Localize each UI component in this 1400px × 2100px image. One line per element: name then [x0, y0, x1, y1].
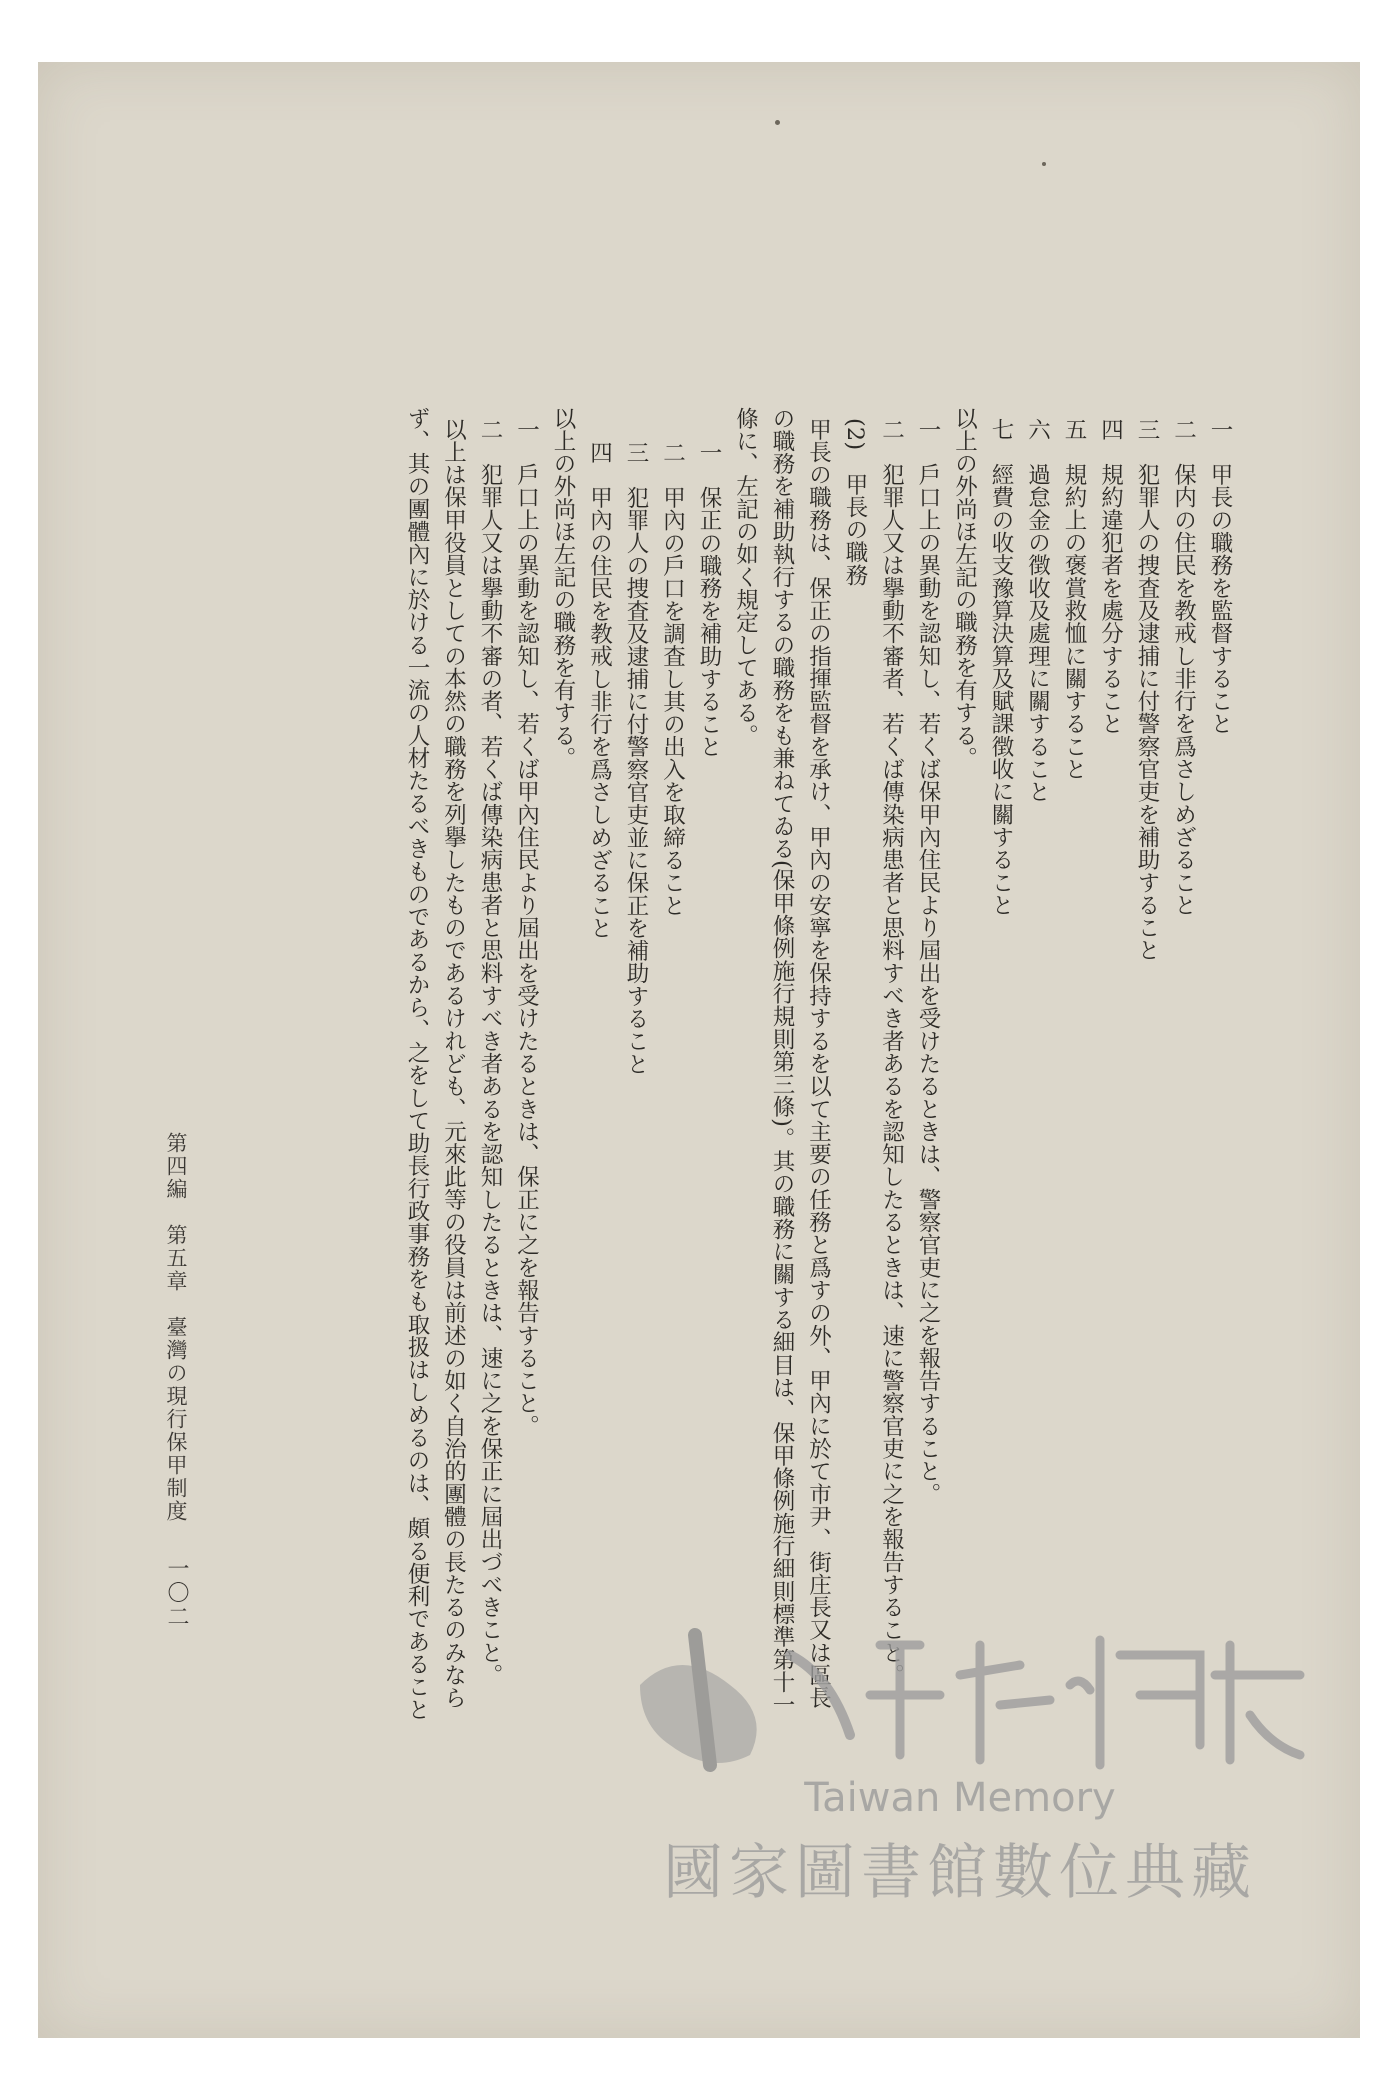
- text-line: 三 犯罪人の捜査及逮捕に付警察官吏を補助すること: [1134, 418, 1160, 962]
- text-line: 以上は保甲役員としての本然の職務を列擧したものであるけれども、元來此等の役員は前述の如く自治的團體の長たるのみなら: [440, 418, 467, 1710]
- watermark-english: Taiwan Memory: [804, 1775, 1116, 1821]
- running-head: 第四編 第五章 臺灣の現行保甲制度: [164, 1132, 188, 1523]
- paper-speck: [1042, 162, 1046, 166]
- text-line: 五 規約上の褒賞救恤に關すること: [1061, 418, 1087, 781]
- text-line: 二 犯罪人又は擧動不審者、若くば傳染病患者と思料すべき者あるを認知したるときは、速に警察官吏に之を報告すること。: [878, 418, 905, 1687]
- paper-speck: [775, 120, 780, 125]
- text-line: 甲長の職務は、保正の指揮監督を承け、甲內の安寧を保持するを以て主要の任務と爲すの外、甲內に於て市尹、街庄長又は區長: [805, 418, 832, 1710]
- text-line: 一 保正の職務を補助すること: [696, 440, 722, 758]
- text-line: 一 戶口上の異動を認知し、若くば保甲內住民より屆出を受けたるときは、警察官吏に之を報告すること。: [915, 418, 941, 1506]
- text-line: 條に、左記の如く規定してある。: [732, 407, 759, 747]
- text-line: 二 犯罪人又は擧動不審の者、若くば傳染病患者と思料すべき者あるを認知したるときは、速に之を保正に屆出づべきこと。: [477, 418, 503, 1687]
- text-line: 四 規約違犯者を處分すること: [1097, 418, 1124, 736]
- section-heading: (2) 甲長の職務: [842, 418, 868, 587]
- taiwan-memory-logo: [600, 1615, 1320, 1775]
- text-line: 六 過怠金の徴收及處理に關すること: [1024, 418, 1051, 804]
- text-line: ず、其の團體內に於ける一流の人材たるべきものであるから、之をして助長行政事務をも取扱はしめるのは、頗る便利であること: [404, 407, 430, 1721]
- text-line: 四 甲內の住民を教戒し非行を爲さしめざること: [586, 440, 613, 940]
- text-line: 一 甲長の職務を監督すること: [1207, 418, 1233, 736]
- watermark-chinese: 國家圖書館數位典藏: [663, 1838, 1257, 1908]
- page-number: 一〇二: [164, 1557, 189, 1629]
- text-line: 七 經費の收支豫算決算及賦課徴收に關すること: [988, 418, 1014, 917]
- text-line: 二 甲內の戶口を調査し其の出入を取締ること: [659, 440, 686, 917]
- text-line: の職務を補助執行するの職務をも兼ねてゐる(保甲條例施行規則第三條)。其の職務に關する細目は、保甲條例施行細則標準第十一: [769, 407, 795, 1716]
- text-line: 一 戶口上の異動を認知し、若くば甲內住民より屆出を受けたるときは、保正に之を報告すること。: [513, 418, 540, 1438]
- watermark: [600, 1615, 1320, 1945]
- text-line: 二 保内の住民を教戒し非行を爲さしめざること: [1170, 418, 1197, 917]
- text-line: 以上の外尚ほ左記の職務を有する。: [550, 407, 576, 770]
- text-line: 以上の外尚ほ左記の職務を有する。: [951, 407, 978, 770]
- text-line: 三 犯罪人の捜査及逮捕に付警察官吏並に保正を補助すること: [623, 440, 649, 1075]
